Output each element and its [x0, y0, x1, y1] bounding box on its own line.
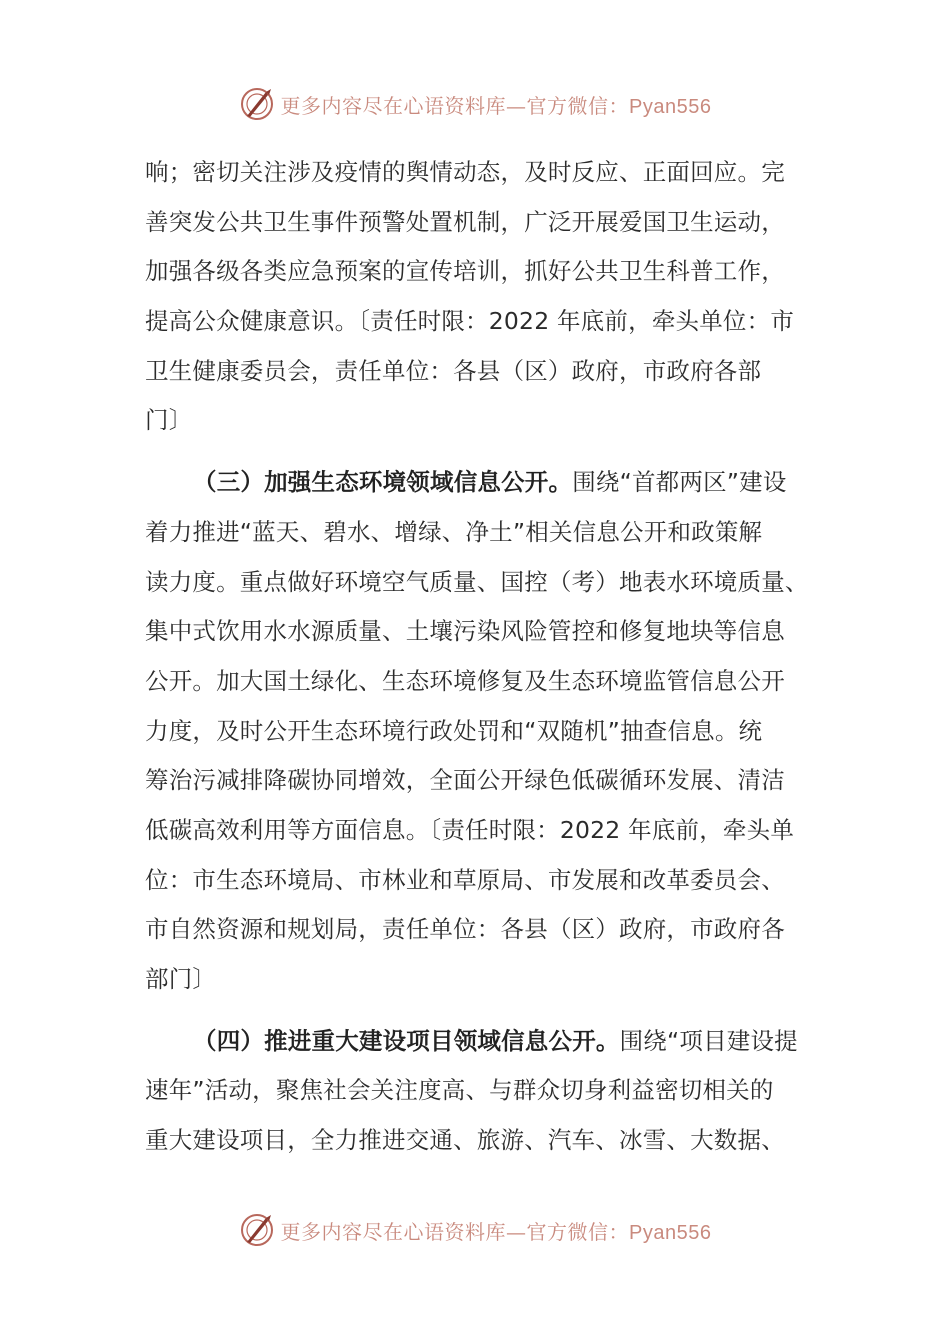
- watermark-text: [281, 1216, 712, 1245]
- text-line: 低碳高效利用等方面信息。〔责任时限：2022 年底前，牵头单: [145, 815, 795, 844]
- text-line: 卫生健康委员会，责任单位：各县（区）政府，市政府各部: [145, 356, 762, 385]
- text-line: 门〕: [145, 406, 193, 435]
- watermark-wechat-id: Pyan556: [629, 1221, 712, 1244]
- section-four-heading: （四）推进重大建设项目领域信息公开。: [193, 1026, 620, 1055]
- watermark-group: [239, 1212, 712, 1248]
- text-line: 响；密切关注涉及疫情的舆情动态，及时反应、正面回应。完: [145, 158, 785, 186]
- text-line: 加强各级各类应急预案的宣传培训，抓好公共卫生科普工作，: [145, 257, 785, 286]
- text-line: 市自然资源和规划局，责任单位：各县（区）政府，市政府各: [145, 915, 785, 944]
- watermark-group: [239, 86, 712, 122]
- text-line: 公开。加大国土绿化、生态环境修复及生态环境监管信息公开: [145, 666, 785, 695]
- text-line: 读力度。重点做好环境空气质量、国控（考）地表水环境质量、: [145, 567, 809, 596]
- text-line: 筹治污减排降碳协同增效，全面公开绿色低碳循环发展、清洁: [145, 766, 785, 795]
- section-three-first-line-rest: 围绕“首都两区”建设: [572, 468, 787, 497]
- quill-logo-icon: [239, 86, 275, 122]
- header-watermark: [0, 84, 950, 124]
- text-line: 力度，及时公开生态环境行政处罚和“双随机”抽查信息。统: [145, 716, 763, 745]
- section-three-heading: （三）加强生态环境领域信息公开。: [193, 468, 573, 497]
- text-line: 提高公众健康意识。〔责任时限：2022 年底前，牵头单位：市: [145, 307, 795, 336]
- paragraph-gap: [145, 446, 825, 458]
- text-line: 着力推进“蓝天、碧水、增绿、净土”相关信息公开和政策解: [145, 517, 763, 546]
- text-line: 位：市生态环境局、市林业和草原局、市发展和改革委员会、: [145, 865, 785, 894]
- document-body: [145, 148, 825, 1166]
- text-line: 重大建设项目，全力推进交通、旅游、汽车、冰雪、大数据、: [145, 1126, 785, 1155]
- section-four-first-line-rest: 围绕“项目建设提: [619, 1026, 798, 1055]
- paragraph-gap: [145, 1005, 825, 1017]
- text-line: 集中式饮用水水源质量、土壤污染风险管控和修复地块等信息: [145, 617, 785, 646]
- quill-logo-icon: [239, 1212, 275, 1248]
- watermark-label: 更多内容尽在心语资料库—官方微信：: [280, 1219, 630, 1244]
- text-line: 善突发公共卫生事件预警处置机制，广泛开展爱国卫生运动，: [145, 207, 785, 236]
- section-three-first-line: [145, 458, 825, 508]
- watermark-text: [281, 90, 712, 119]
- text-line: 部门〕: [145, 965, 217, 993]
- footer-watermark: [0, 1210, 950, 1250]
- watermark-label: 更多内容尽在心语资料库—官方微信：: [280, 93, 630, 118]
- watermark-wechat-id: Pyan556: [629, 95, 712, 118]
- text-line: 速年”活动，聚焦社会关注度高、与群众切身利益密切相关的: [145, 1076, 774, 1105]
- section-four-first-line: [145, 1017, 825, 1067]
